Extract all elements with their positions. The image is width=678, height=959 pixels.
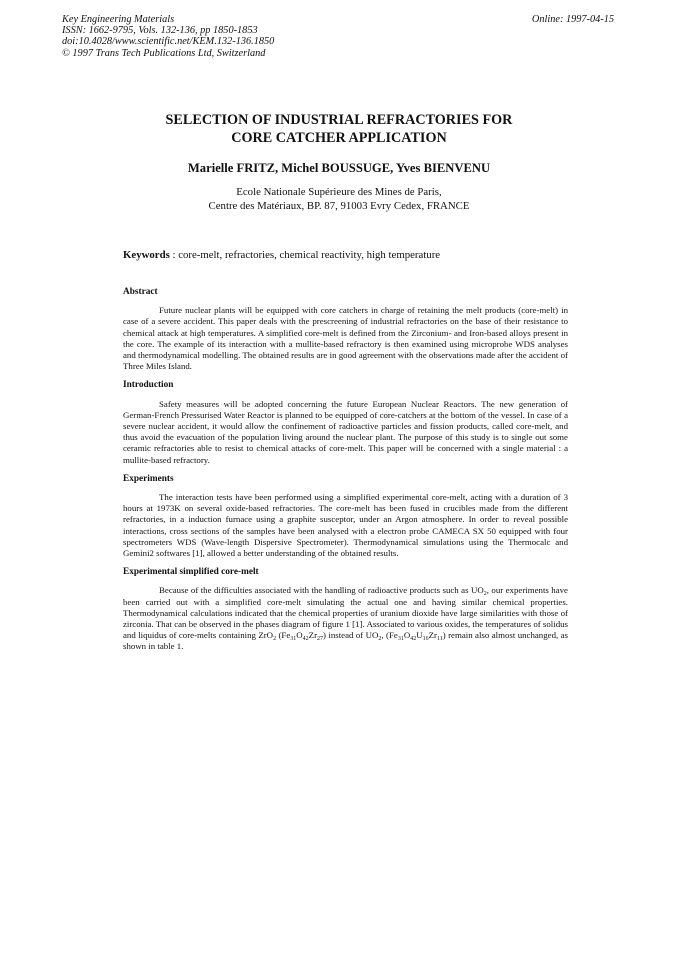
affiliation xyxy=(0,186,678,213)
keywords xyxy=(123,249,440,261)
paper-title xyxy=(0,111,678,147)
introduction-text: Safety measures will be adopted concerning the future European Nuclear Reactors. The new generation of German-French Pressurised Water Reactor is planned to be equipped of core-catchers at the bottom of the vessel. In case of a severe nuclear accident, it would allow the confinement of radioactive particles and fission products, called core-melt, and thus avoid the evacuation of the population living around the nuclear plant. The purpose of this study is to single out some ceramic refractories able to resist to chemical attacks of core-melt. This paper will be concerned with a single material : a mullite-based refractory. xyxy=(123,398,568,465)
body-content xyxy=(123,287,568,661)
abstract-text: Future nuclear plants will be equipped with core catchers in charge of retaining the melt products (core-melt) in case of a severe accident. This paper deals with the prescreening of industrial refractories on the base of their resistance to chemical attack at high temperatures. A simplified core-melt is defined from the Zirconium- and Iron-based alloys present in the core. The example of its interaction with a mullite-based refractory is then examined using microprobe WDS analyses and thermodynamical modelling. The obtained results are in good agreement with the observations made after the accident of Three Miles Island. xyxy=(123,305,568,372)
affiliation-line-1: Ecole Nationale Supérieure des Mines de Paris, xyxy=(236,186,442,198)
header-block xyxy=(62,14,274,59)
keywords-label: Keywords xyxy=(123,249,170,261)
core-melt-text: Because of the difficulties associated with the handling of radioactive products such as $UO_2$, our experiments have been carried out with a simplified core-melt simulating the actual one and having similar chemical properties. Thermodynamical calculations indicated that the chemical properties of uranium dioxide have large similarities with those of zirconia. That can be observed in the phases diagram of figure 1 [1]. Associated to various oxides, the temperatures of solidus and liquidus of core-melts containing ZrO$_2$ $(Fe_{31}O_{42}Zr_{27})$ instead of $UO_2$, $(Fe_{31}O_{42}U_{16}Zr_{11})$ remain also almost unchanged, as shown in table 1. xyxy=(123,585,568,652)
introduction-heading: Introduction xyxy=(123,380,174,391)
keywords-text: : core-melt, refractories, chemical reactivity, high temperature xyxy=(169,249,441,261)
title-line-2: CORE CATCHER APPLICATION xyxy=(231,130,447,146)
title-line-1: SELECTION OF INDUSTRIAL REFRACTORIES FOR xyxy=(165,112,513,128)
issn-line: ISSN: 1662-9795, Vols. 132-136, pp 1850-1853 xyxy=(62,25,258,37)
affiliation-line-2: Centre des Matériaux, BP. 87, 91003 Evry Cedex, FRANCE xyxy=(208,199,470,212)
doi-line: doi:10.4028/www.scientific.net/KEM.132-136.1850 xyxy=(62,36,275,48)
core-melt-heading: Experimental simplified core-melt xyxy=(123,567,259,578)
journal-name: Key Engineering Materials xyxy=(62,14,175,25)
copyright-line: © 1997 Trans Tech Publications Ltd, Switzerland xyxy=(62,47,266,59)
experiments-text: The interaction tests have been performed using a simplified experimental core-melt, acting with a duration of 3 hours at 1973K on several oxide-based refractories. The core-melt has been fused in crucibles made from the different refractories, in a induction furnace using a graphite susceptor, under an Argon atmosphere. In order to reveal possible interactions, cross sections of the samples have been analysed with a electron probe CAMECA SX 50 equipped with four spectrometers WDS (Wave-length Dispersive Spectrometer). Thermodynamical simulations using the Thermocalc and Gemini2 softwares [1], allowed a better understanding of the obtained results. xyxy=(123,492,568,559)
online-date: Online: 1997-04-15 xyxy=(531,14,614,25)
abstract-heading: Abstract xyxy=(123,287,158,297)
experiments-heading: Experiments xyxy=(123,473,174,484)
authors: Marielle FRITZ, Michel BOUSSUGE, Yves BIENVENU xyxy=(187,161,491,175)
